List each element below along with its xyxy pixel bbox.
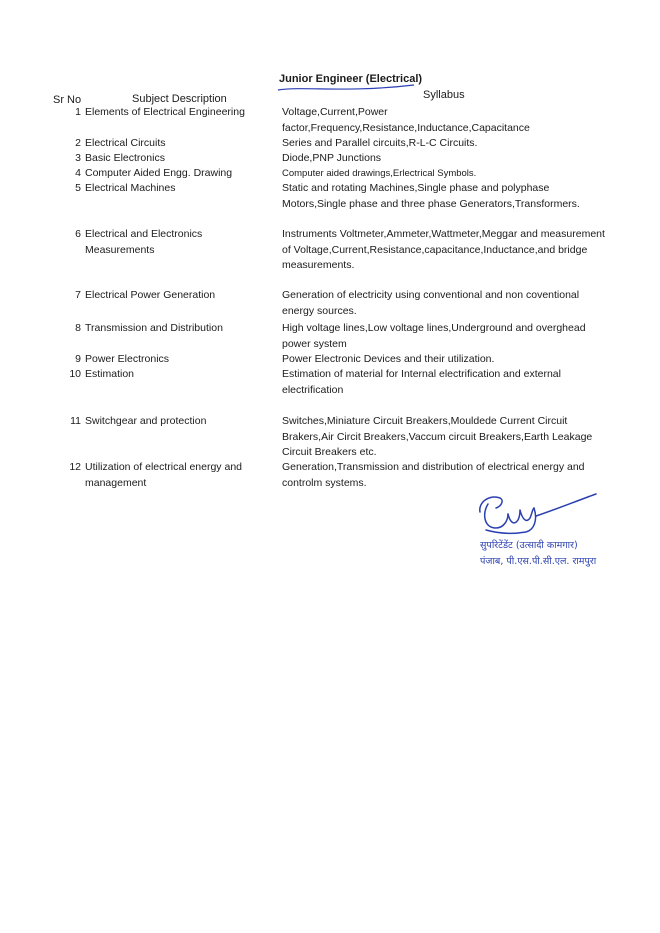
subject-cell: Utilization of electrical energy and management: [85, 461, 242, 489]
subject-cell: Basic Electronics: [85, 152, 165, 164]
row-number: 9: [75, 353, 81, 365]
row-number: 12: [69, 461, 81, 473]
document-title: Junior Engineer (Electrical): [279, 73, 423, 85]
header-subject-description: Subject Description: [132, 93, 227, 105]
syllabus-cell: Static and rotating Machines,Single phase and polyphase Motors,Single phase and three phase Generators,Transformers.: [282, 182, 580, 210]
syllabus-cell: High voltage lines,Low voltage lines,Underground and overghead power system: [282, 322, 586, 350]
row-number: 6: [75, 228, 81, 240]
syllabus-cell: Voltage,Current,Power factor,Frequency,Resistance,Inductance,Capacitance: [282, 106, 530, 134]
subject-cell: Electrical Machines: [85, 182, 176, 194]
syllabus-cell: Series and Parallel circuits,R-L-C Circuits.: [282, 137, 478, 149]
subject-cell: Electrical and Electronics Measurements: [85, 228, 203, 256]
subject-cell: Transmission and Distribution: [85, 322, 223, 334]
syllabus-cell: Instruments Voltmeter,Ammeter,Wattmeter,Meggar and measurement of Voltage,Current,Resistance,capacitance,Inductance,and bridge measurements.: [282, 228, 605, 271]
title-underline: [276, 82, 416, 94]
syllabus-cell: Power Electronic Devices and their utilization.: [282, 353, 495, 365]
row-number: 5: [75, 182, 81, 194]
row-number: 11: [70, 415, 81, 427]
syllabus-cell: Computer aided drawings,Erlectrical Symbols.: [282, 168, 477, 179]
subject-cell: Power Electronics: [85, 353, 170, 365]
row-number: 8: [75, 322, 81, 334]
syllabus-cell: Generation,Transmission and distribution of electrical energy and controlm systems.: [282, 461, 585, 489]
row-number: 7: [75, 289, 81, 301]
subject-cell: Estimation: [85, 368, 135, 380]
header-syllabus: Syllabus: [423, 89, 465, 101]
subject-cell: Elements of Electrical Engineering: [85, 106, 245, 118]
syllabus-cell: Estimation of material for Internal electrification and external electrification: [282, 368, 561, 396]
row-number: 2: [75, 137, 81, 149]
subject-cell: Computer Aided Engg. Drawing: [85, 167, 233, 179]
row-number: 3: [75, 152, 81, 164]
header-sr-no: Sr No: [53, 94, 82, 106]
row-number: 10: [69, 368, 81, 380]
subject-cell: Electrical Power Generation: [85, 289, 216, 301]
syllabus-cell: Switches,Miniature Circuit Breakers,Mouldede Current Circuit Brakers,Air Circit Breakers,Vaccum circuit Breakers,Earth Leakage Circuit Breakers etc.: [282, 415, 593, 458]
stamp-line-1: सुपरिटेंडेंट (उत्सादी कामगार): [480, 540, 578, 551]
row-number: 1: [75, 106, 81, 118]
subject-cell: Switchgear and protection: [85, 415, 207, 427]
stamp-line-2: पंजाब, पी.एस.पी.सी.एल. रामपुरा: [480, 556, 597, 567]
row-number: 4: [75, 167, 81, 179]
subject-cell: Electrical Circuits: [85, 137, 166, 149]
syllabus-cell: Diode,PNP Junctions: [282, 152, 382, 164]
official-signature-stamp: [474, 490, 604, 580]
syllabus-cell: Generation of electricity using conventional and non coventional energy sources.: [282, 289, 580, 317]
